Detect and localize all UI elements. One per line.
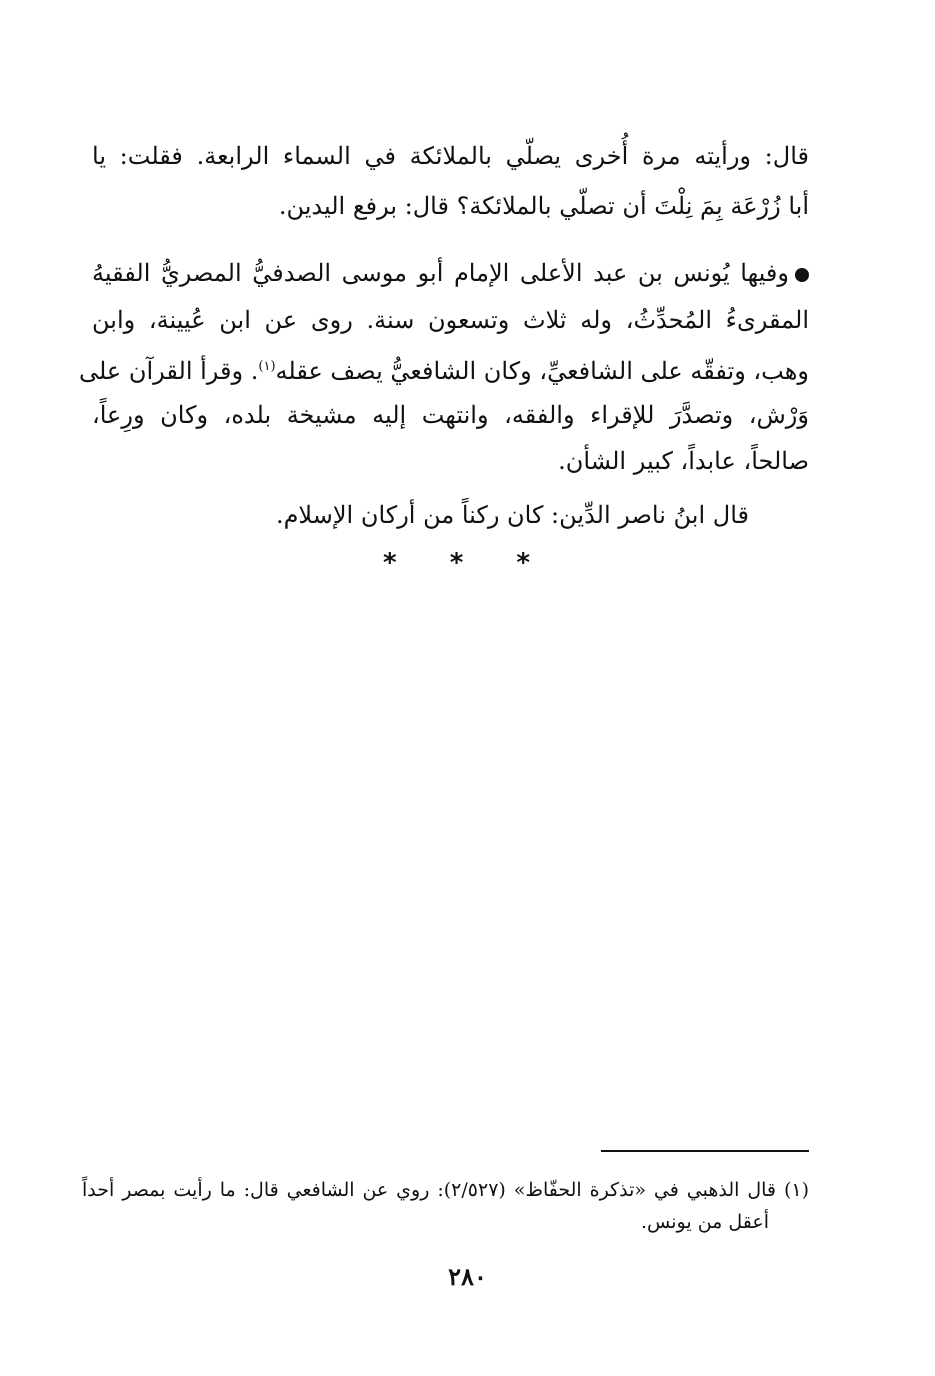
paragraph-2-line-1-text: وفيها يُونس بن عبد الأعلى الإمام أبو موسى الصدفيُّ المصريُّ الفقيهُ bbox=[92, 259, 789, 287]
page-number: ٢٨٠ bbox=[448, 1262, 487, 1291]
paragraph-2-line-4: وَرْش، وتصدَّرَ للإقراء والفقه، وانتهت إليه مشيخة بلده، وكان ورِعاً، bbox=[92, 401, 809, 429]
footnote-reference: (١) bbox=[258, 359, 276, 374]
footnote-line-2: أعقل من يونس. bbox=[641, 1211, 769, 1233]
paragraph-2-line-5: صالحاً، عابداً، كبير الشأن. bbox=[558, 447, 809, 475]
paragraph-2-line-3-start: وهب، وتفقّه على الشافعيِّ، وكان الشافعيُّ يصف عقله bbox=[275, 357, 809, 385]
paragraph-2-line-1 bbox=[92, 253, 809, 293]
paragraph-1-line-2: أبا زُرْعَة بِمَ نِلْتَ أن تصلّي بالملائكة؟ قال: برفع اليدين. bbox=[278, 192, 809, 220]
paragraph-1-line-1: قال: ورأيته مرة أُخرى يصلّي بالملائكة في السماء الرابعة. فقلت: يا bbox=[92, 142, 809, 170]
paragraph-3-line-1: قال ابنُ ناصر الدِّين: كان ركناً من أركان الإسلام. bbox=[275, 501, 749, 529]
paragraph-2-line-2: المقرىءُ المُحدِّثُ، وله ثلاث وتسعون سنة. روى عن ابن عُيينة، وابن bbox=[92, 306, 809, 334]
footnote-divider bbox=[601, 1150, 809, 1152]
bullet-icon bbox=[795, 268, 809, 282]
paragraph-2-line-3-end: . وقرأ القرآن على bbox=[78, 357, 259, 385]
footnote-line-1: (١) قال الذهبي في «تذكرة الحفّاظ» (٢/٥٢٧): روي عن الشافعي قال: ما رأيت بمصر أحداً bbox=[82, 1179, 810, 1201]
paragraph-2-line-3 bbox=[78, 347, 809, 391]
section-separator: * * * bbox=[383, 548, 552, 578]
